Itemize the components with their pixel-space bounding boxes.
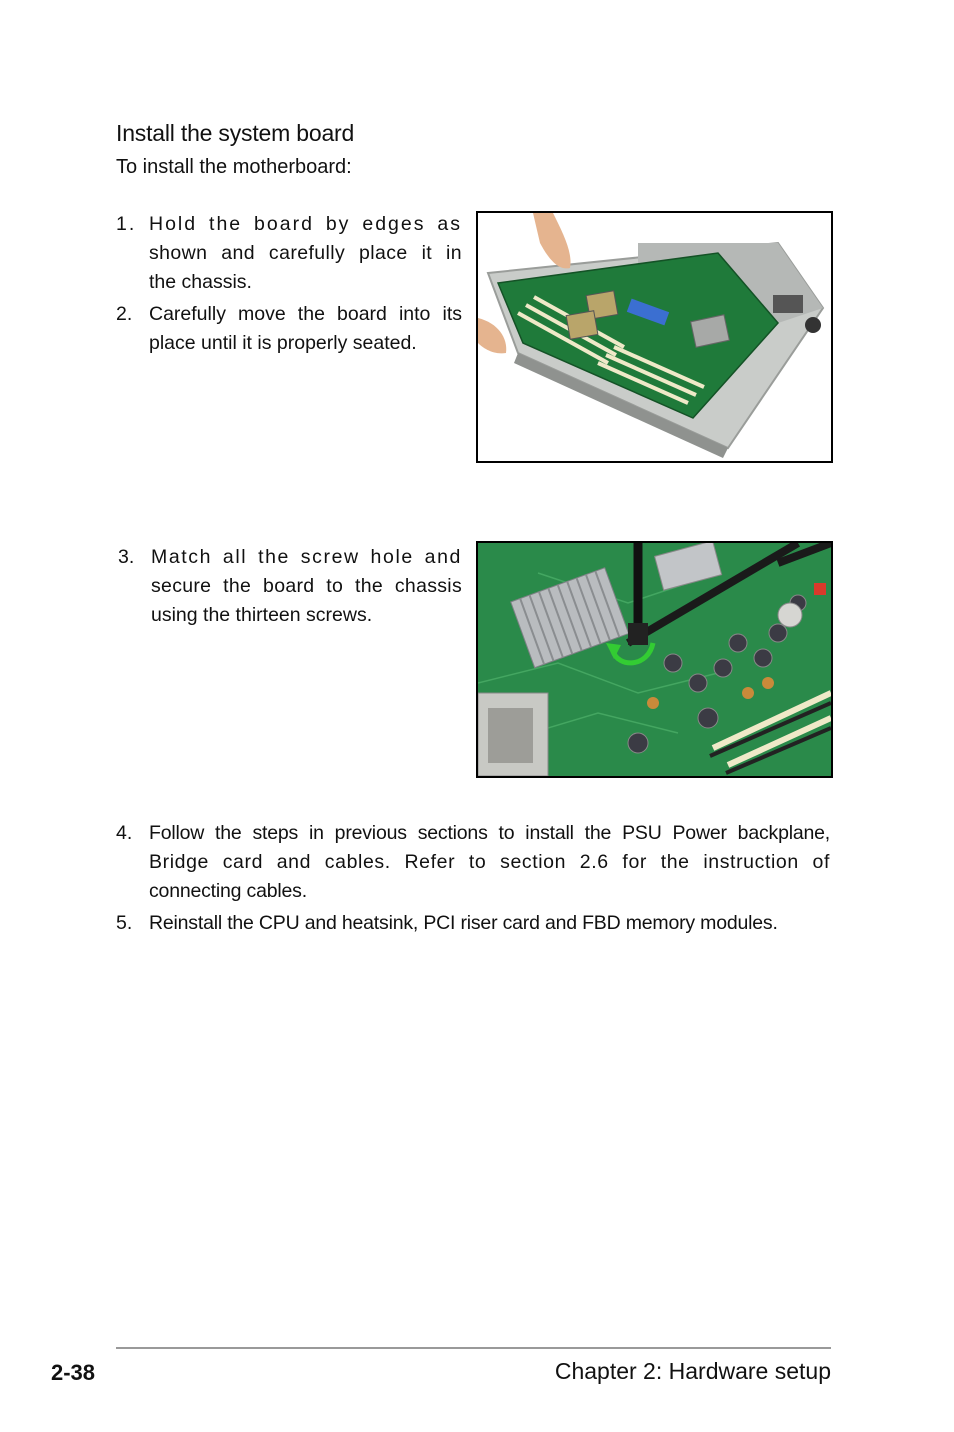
step-line: Match all the screw hole and — [151, 546, 462, 568]
step-1 — [116, 210, 462, 300]
photo-board-into-chassis — [476, 211, 833, 463]
step-number: 2. — [116, 303, 133, 325]
step-line: connecting cables. — [149, 880, 307, 902]
step-line: shown and carefully place it in — [149, 242, 462, 264]
chapter-title: Chapter 2: Hardware setup — [554, 1358, 831, 1384]
step-number: 3. — [118, 546, 135, 568]
step-2 — [116, 300, 462, 360]
footer-divider — [116, 1347, 831, 1349]
photo-secure-screws — [476, 541, 833, 778]
step-number: 4. — [116, 822, 133, 844]
step-line: the chassis. — [149, 271, 252, 293]
step-line: Hold the board by edges as — [149, 213, 462, 235]
step-line: secure the board to the chassis — [151, 575, 462, 597]
page-number: 2-38 — [51, 1360, 96, 1385]
step-line: Reinstall the CPU and heatsink, PCI riser card and FBD memory modules. — [149, 912, 778, 934]
step-number: 5. — [116, 912, 133, 934]
section-title: Install the system board — [116, 120, 355, 146]
step-line: Follow the steps in previous sections to install the PSU Power backplane, — [149, 822, 830, 844]
step-3 — [118, 543, 464, 633]
step-line: using the thirteen screws. — [151, 604, 373, 626]
step-line: Bridge card and cables. Refer to section 2.6 for the instruction of — [149, 851, 830, 873]
step-5 — [116, 909, 831, 939]
intro-text: To install the motherboard: — [116, 156, 352, 178]
step-line: Carefully move the board into its — [149, 303, 462, 325]
step-number: 1. — [116, 213, 137, 235]
step-4 — [116, 819, 831, 909]
step-line: place until it is properly seated. — [149, 332, 417, 354]
